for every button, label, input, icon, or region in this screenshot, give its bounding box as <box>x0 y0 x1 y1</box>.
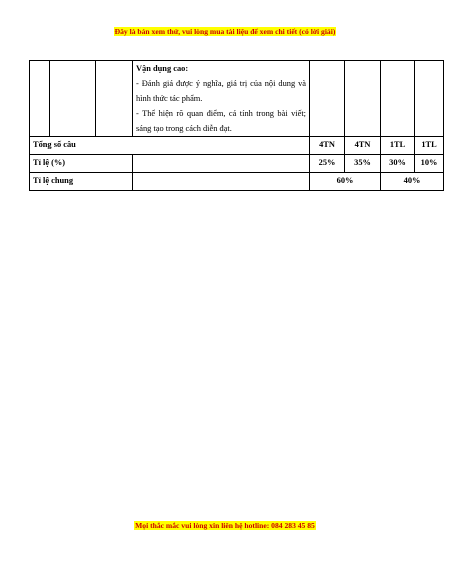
cell-value: 1TL <box>415 137 444 155</box>
table-row-content <box>30 61 444 137</box>
row-label: Tỉ lệ chung <box>30 173 133 191</box>
hotline-footer: Mọi thắc mắc vui lòng xin liên hệ hotline: 084 283 45 85 <box>135 521 315 530</box>
empty-cell <box>345 61 381 137</box>
empty-cell <box>415 61 444 137</box>
preview-banner: Đây là bản xem thử, vui lòng mua tài liệu để xem chi tiết (có lời giải) <box>114 27 336 36</box>
content-cell <box>133 61 310 137</box>
matrix-table <box>29 60 444 191</box>
empty-cell <box>30 61 50 137</box>
row-label: Tổng số câu <box>30 137 310 155</box>
table-row-total <box>30 137 444 155</box>
cell-value: 30% <box>381 155 415 173</box>
content-heading: Vận dụng cao: <box>136 64 189 73</box>
cell-value: 4TN <box>310 137 345 155</box>
cell-value: 10% <box>415 155 444 173</box>
empty-cell <box>381 61 415 137</box>
content-bullet-1: - Đánh giá được ý nghĩa, giá trị của nội dung và hình thức tác phẩm. <box>136 79 306 103</box>
empty-cell <box>50 61 96 137</box>
row-label: Tỉ lệ (%) <box>30 155 133 173</box>
cell-value: 40% <box>381 173 444 191</box>
cell-value: 35% <box>345 155 381 173</box>
cell-value: 4TN <box>345 137 381 155</box>
content-bullet-2: - Thể hiện rõ quan điểm, cá tính trong bài viết; sáng tạo trong cách diễn đạt. <box>136 109 306 133</box>
table-row-overall <box>30 173 444 191</box>
empty-cell <box>133 173 310 191</box>
empty-cell <box>96 61 133 137</box>
empty-cell <box>310 61 345 137</box>
cell-value: 60% <box>310 173 381 191</box>
cell-value: 25% <box>310 155 345 173</box>
empty-cell <box>133 155 310 173</box>
cell-value: 1TL <box>381 137 415 155</box>
table-row-ratio <box>30 155 444 173</box>
